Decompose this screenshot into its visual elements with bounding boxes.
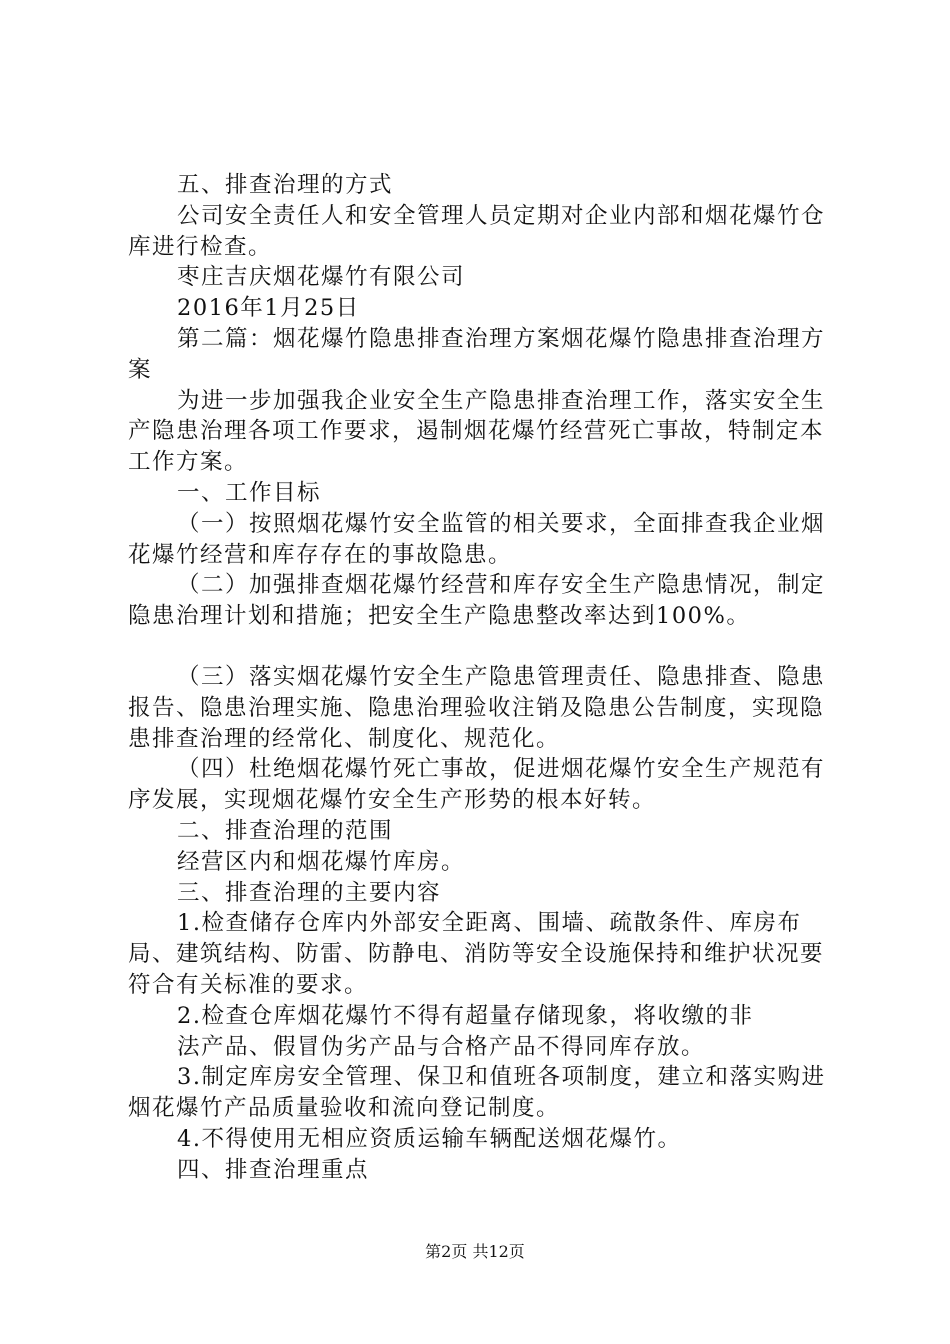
section-heading: 四、排查治理重点 — [177, 1156, 370, 1183]
list-item: 3.制定库房安全管理、保卫和值班各项制度，建立和落实购进烟花爆竹产品质量验收和流向登记制度。 — [128, 1064, 826, 1122]
section-heading: 二、排查治理的范围 — [177, 817, 394, 844]
signature-date: 2016年1月25日 — [177, 295, 360, 322]
paragraph: （三）落实烟花爆竹安全生产隐患管理责任、隐患排查、隐患报告、隐患治理实施、隐患治理验收注销及隐患公告制度，实现隐患排查治理的经常化、制度化、规范化。 — [128, 663, 826, 752]
list-item: 4.不得使用无相应资质运输车辆配送烟花爆竹。 — [177, 1125, 682, 1152]
company-signature: 枣庄吉庆烟花爆竹有限公司 — [177, 264, 466, 291]
section-heading: 五、排查治理的方式 — [177, 172, 394, 198]
list-item: 1.检查储存仓库内外部安全距离、围墙、疏散条件、库房布局、建筑结构、防雷、防静电、消防等安全设施保持和维护状况要符合有关标准的要求。 — [128, 910, 825, 998]
paragraph: 经营区内和烟花爆竹库房。 — [177, 848, 466, 875]
paragraph: （四）杜绝烟花爆竹死亡事故，促进烟花爆竹安全生产规范有序发展，实现烟花爆竹安全生产形势的根本好转。 — [128, 756, 826, 814]
section-heading: 一、工作目标 — [177, 479, 322, 506]
chapter-title: 第二篇：烟花爆竹隐患排查治理方案烟花爆竹隐患排查治理方案 — [128, 325, 826, 383]
paragraph: （一）按照烟花爆竹安全监管的相关要求，全面排查我企业烟花爆竹经营和库存存在的事故隐患。 — [128, 510, 826, 568]
paragraph: 公司安全责任人和安全管理人员定期对企业内部和烟花爆竹仓库进行检查。 — [128, 202, 826, 260]
page-number-footer: 第2页 共12页 — [425, 1242, 525, 1261]
section-heading: 三、排查治理的主要内容 — [177, 879, 442, 906]
document-body — [128, 170, 840, 1186]
list-item: 2.检查仓库烟花爆竹不得有超量存储现象，将收缴的非 — [177, 1002, 754, 1029]
list-item-continuation: 法产品、假冒伪劣产品与合格产品不得同库存放。 — [177, 1033, 706, 1060]
paragraph: （二）加强排查烟花爆竹经营和库存安全生产隐患情况，制定隐患治理计划和措施；把安全生产隐患整改率达到100%。 — [128, 572, 826, 630]
paragraph: 为进一步加强我企业安全生产隐患排查治理工作，落实安全生产隐患治理各项工作要求，遏制烟花爆竹经营死亡事故，特制定本工作方案。 — [128, 387, 826, 476]
